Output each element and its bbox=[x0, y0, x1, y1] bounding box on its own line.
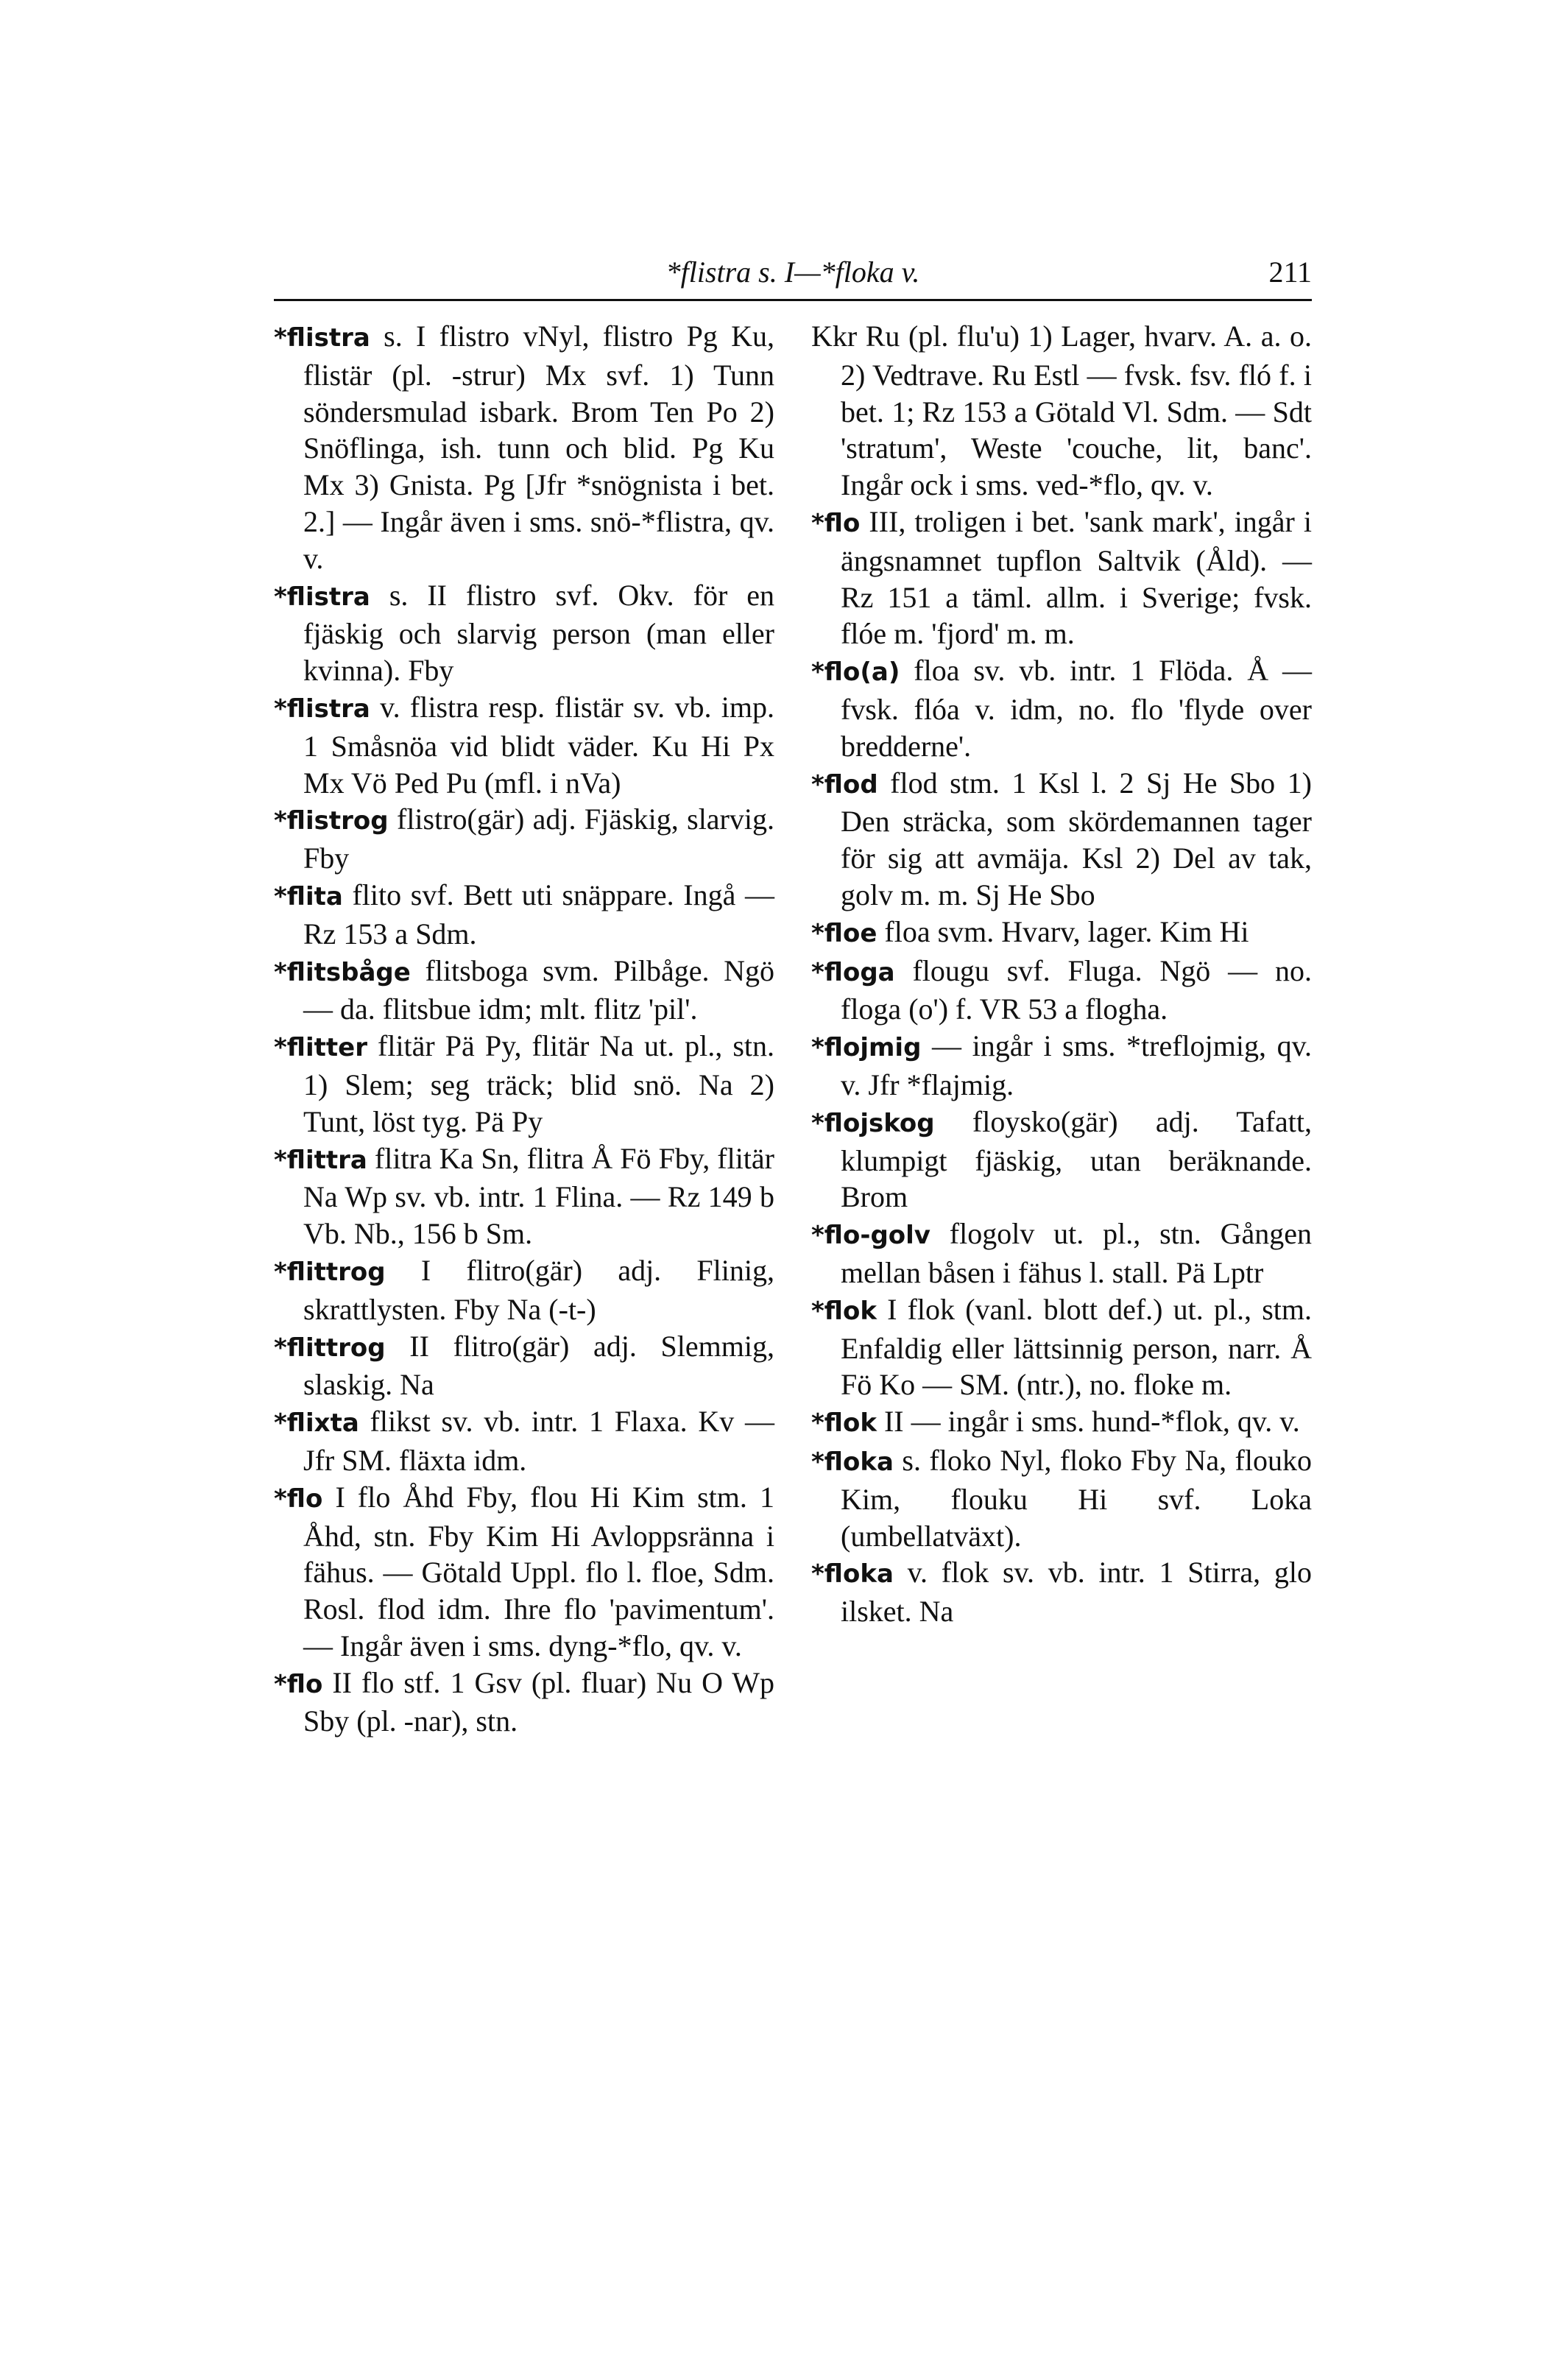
entry-body: flitär Pä Py, flitär Na ut. pl., stn. 1) Slem; seg träck; blid snö. Na 2) Tunt, löst tyg. Pä Py bbox=[303, 1029, 774, 1138]
entry-body: s. floko Nyl, floko Fby Na, flouko Kim, flouku Hi svf. Loka (umbellatväxt). bbox=[841, 1443, 1312, 1553]
dictionary-entry bbox=[811, 1442, 1312, 1554]
header-rule bbox=[274, 299, 1312, 301]
headword: *flita bbox=[274, 881, 343, 911]
entry-body: floa sv. vb. intr. 1 Flöda. Å — fvsk. flóa v. idm, no. flo 'flyde over bredderne'. bbox=[841, 654, 1312, 763]
left-column bbox=[274, 318, 774, 1740]
entry-body: floysko(gär) adj. Tafatt, klumpigt fjäskig, utan beräknande. Brom bbox=[841, 1104, 1312, 1214]
headword: *flojmig bbox=[811, 1033, 922, 1063]
headword: *flod bbox=[811, 769, 878, 800]
headword: *flittrog bbox=[274, 1333, 386, 1363]
headword: *flixta bbox=[274, 1408, 359, 1439]
headword: *flojskog bbox=[811, 1108, 935, 1138]
headword: *floka bbox=[811, 1447, 894, 1477]
headword: *floe bbox=[811, 918, 877, 948]
entry-body: flitra Ka Sn, flitra Å Fö Fby, flitär Na Wp sv. vb. intr. 1 Flina. — Rz 149 b Vb. Nb., 156 b Sm. bbox=[303, 1141, 774, 1251]
entry-body: flitsboga svm. Pilbåge. Ngö — da. flitsbue idm; mlt. flitz 'pil'. bbox=[303, 953, 774, 1026]
entry-body: floa svm. Hvarv, lager. Kim Hi bbox=[877, 914, 1249, 948]
dictionary-entry bbox=[274, 801, 774, 877]
entry-body: II — ingår i sms. hund-*flok, qv. v. bbox=[876, 1405, 1300, 1439]
page-number: 211 bbox=[1268, 255, 1312, 289]
dictionary-entry bbox=[274, 1140, 774, 1252]
headword: *flistra bbox=[274, 323, 370, 353]
dictionary-entry bbox=[811, 1291, 1312, 1403]
dictionary-entry bbox=[274, 689, 774, 801]
dictionary-entry bbox=[811, 504, 1312, 652]
headword: *flo bbox=[274, 1484, 323, 1514]
entry-body: II flo stf. 1 Gsv (pl. fluar) Nu O Wp Sby (pl. -nar), stn. bbox=[303, 1665, 774, 1738]
entry-body: I flitro(gär) adj. Flinig, skrattlysten. Fby Na (-t-) bbox=[303, 1253, 774, 1326]
headword: *flo(a) bbox=[811, 657, 900, 688]
dictionary-entry bbox=[811, 1028, 1312, 1104]
headword: *flistra bbox=[274, 582, 370, 612]
dictionary-entry bbox=[274, 1665, 774, 1740]
headword: *flo-golv bbox=[811, 1221, 930, 1251]
dictionary-entry bbox=[274, 953, 774, 1029]
dictionary-entry bbox=[274, 877, 774, 953]
dictionary-entry bbox=[811, 914, 1312, 953]
entry-body: flito svf. Bett uti snäppare. Ingå — Rz 153 a Sdm. bbox=[303, 878, 774, 950]
entry-body: v. flok sv. vb. intr. 1 Stirra, glo ilsket. Na bbox=[841, 1556, 1312, 1629]
headword: *flok bbox=[811, 1296, 877, 1326]
dictionary-entry bbox=[274, 1479, 774, 1665]
dictionary-entry bbox=[274, 318, 774, 577]
entry-body: Kkr Ru (pl. flu'u) 1) Lager, hvarv. A. a. o. 2) Vedtrave. Ru Estl — fvsk. fsv. fló f. i bet. 1; Rz 153 a Götald Vl. Sdm. — Sdt 'stratum', Weste 'couche, lit, banc'. Ingår ock i sms. ved-*flo, qv. v. bbox=[811, 320, 1312, 502]
running-title: *flistra s. I—*floka v. bbox=[665, 255, 920, 289]
headword: *flo bbox=[274, 1669, 323, 1699]
dictionary-entry bbox=[811, 1403, 1312, 1442]
entry-body: flod stm. 1 Ksl l. 2 Sj He Sbo 1) Den sträcka, som skördemannen tager för sig att avmäja. Ksl 2) Del av tak, golv m. m. Sj He Sbo bbox=[841, 766, 1312, 911]
entry-body: III, troligen i bet. 'sank mark', ingår i ängsnamnet tupflon Saltvik (Åld). — Rz 151 a täml. allm. i Sverige; fvsk. flóe m. 'fjord' m. m. bbox=[841, 504, 1312, 651]
dictionary-entry bbox=[811, 652, 1312, 764]
entry-body: s. II flistro svf. Okv. för en fjäskig och slarvig person (man eller kvinna). Fby bbox=[303, 578, 774, 688]
dictionary-entry bbox=[811, 1554, 1312, 1630]
dictionary-entry bbox=[274, 1403, 774, 1479]
headword: *flittra bbox=[274, 1145, 367, 1175]
dictionary-entry bbox=[811, 1104, 1312, 1216]
headword: *flistra bbox=[274, 694, 370, 724]
entry-body: I flo Åhd Fby, flou Hi Kim stm. 1 Åhd, stn. Fby Kim Hi Avloppsränna i fähus. — Götald Uppl. flo l. floe, Sdm. Rosl. flod idm. Ihre flo 'pavimentum'. — Ingår även i sms. dyng-*flo, qv. v. bbox=[303, 1480, 774, 1662]
headword: *flistrog bbox=[274, 806, 389, 836]
entry-body: II flitro(gär) adj. Slemmig, slaskig. Na bbox=[303, 1329, 774, 1402]
headword: *flitter bbox=[274, 1033, 367, 1063]
entry-body: v. flistra resp. flistär sv. vb. imp. 1 Småsnöa vid blidt väder. Ku Hi Px Mx Vö Ped Pu (mfl. i nVa) bbox=[303, 690, 774, 800]
dictionary-entry bbox=[274, 1328, 774, 1404]
headword: *flo bbox=[811, 508, 861, 538]
dictionary-entry bbox=[274, 1028, 774, 1140]
entry-body: flistro(gär) adj. Fjäskig, slarvig. Fby bbox=[303, 802, 774, 875]
entry-body: flougu svf. Fluga. Ngö — no. floga (o') f. VR 53 a flogha. bbox=[841, 953, 1312, 1026]
right-column bbox=[811, 318, 1312, 1630]
headword: *flitsbåge bbox=[274, 957, 411, 987]
entry-body: — ingår i sms. *treflojmig, qv. v. Jfr *flajmig. bbox=[841, 1029, 1312, 1101]
entry-body: I flok (vanl. blott def.) ut. pl., stm. Enfaldig eller lättsinnig person, narr. Å Fö Ko — SM. (ntr.), no. floke m. bbox=[841, 1292, 1312, 1402]
headword: *flok bbox=[811, 1408, 877, 1439]
headword: *floka bbox=[811, 1559, 894, 1590]
dictionary-entry bbox=[274, 1252, 774, 1328]
headword: *flittrog bbox=[274, 1257, 386, 1287]
dictionary-entry-continuation bbox=[811, 318, 1312, 504]
dictionary-entry bbox=[274, 577, 774, 689]
dictionary-entry bbox=[811, 1216, 1312, 1291]
entry-body: s. I flistro vNyl, flistro Pg Ku, flistär (pl. -strur) Mx svf. 1) Tunn söndersmulad isbark. Brom Ten Po 2) Snöflinga, ish. tunn och blid. Pg Ku Mx 3) Gnista. Pg [Jfr *snögnista i bet. 2.] — Ingår även i sms. snö-*flistra, qv. v. bbox=[303, 320, 774, 575]
entry-body: flikst sv. vb. intr. 1 Flaxa. Kv — Jfr SM. fläxta idm. bbox=[303, 1405, 774, 1477]
dictionary-entry bbox=[811, 765, 1312, 914]
dictionary-entry bbox=[811, 953, 1312, 1029]
running-header bbox=[274, 255, 1312, 299]
headword: *floga bbox=[811, 957, 895, 987]
entry-body: flogolv ut. pl., stn. Gången mellan båsen i fähus l. stall. Pä Lptr bbox=[841, 1217, 1312, 1289]
